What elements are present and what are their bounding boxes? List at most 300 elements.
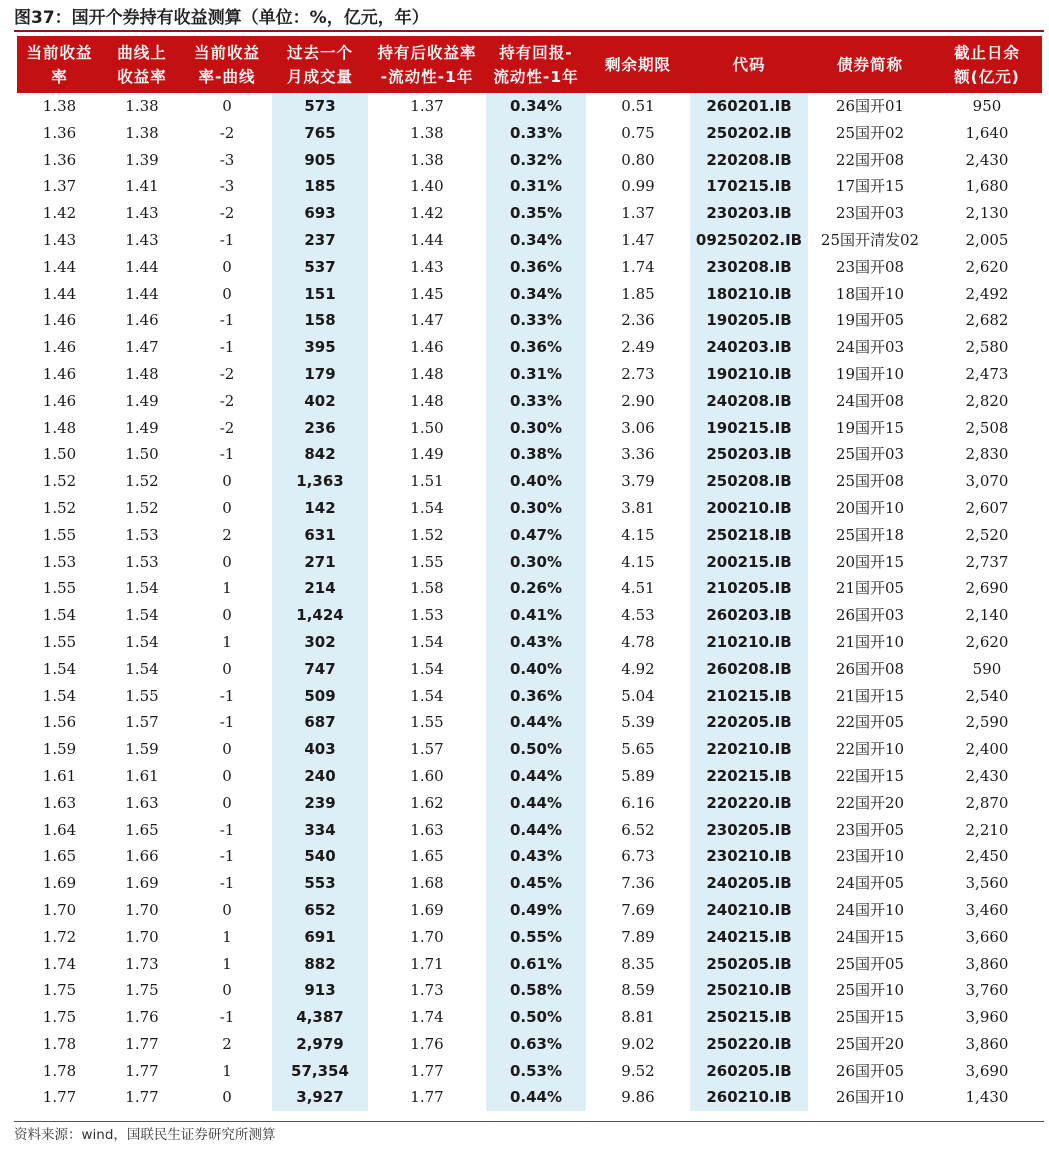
cell-monthly-volume: 57,354	[272, 1058, 368, 1085]
cell-outstanding-balance: 2,737	[965, 552, 1009, 571]
cell-remaining-term: 3.06	[621, 418, 655, 437]
table-row	[17, 656, 1042, 683]
cell-yield-minus-curve: -3	[219, 150, 235, 169]
header-line: 持有后收益率	[377, 43, 477, 62]
cell-bond-name: 25国开10	[835, 981, 905, 1000]
cell-monthly-volume: 765	[272, 120, 368, 147]
cell-remaining-term: 8.35	[621, 954, 655, 973]
cell-bond-code: 220205.IB	[690, 709, 808, 736]
cell-curve-yield: 1.76	[125, 1008, 159, 1027]
cell-yield-after-holding: 1.46	[410, 338, 444, 357]
cell-monthly-volume: 693	[272, 200, 368, 227]
cell-bond-code: 250220.IB	[690, 1031, 808, 1058]
cell-monthly-volume: 179	[272, 361, 368, 388]
table-row	[17, 415, 1042, 442]
cell-bond-name: 21国开05	[835, 579, 905, 598]
cell-holding-return: 0.31%	[486, 173, 586, 200]
cell-outstanding-balance: 2,430	[965, 766, 1009, 785]
cell-remaining-term: 5.04	[621, 686, 655, 705]
cell-yield-minus-curve: -1	[219, 874, 235, 893]
cell-outstanding-balance: 2,473	[965, 364, 1009, 383]
cell-curve-yield: 1.57	[125, 713, 159, 732]
cell-bond-name: 25国开02	[835, 123, 905, 142]
cell-holding-return: 0.33%	[486, 120, 586, 147]
cell-outstanding-balance: 1,680	[965, 177, 1009, 196]
cell-bond-name: 25国开08	[835, 472, 905, 491]
cell-yield-after-holding: 1.45	[410, 284, 444, 303]
cell-curve-yield: 1.70	[125, 927, 159, 946]
header-line: -流动性-1年	[380, 67, 474, 86]
cell-monthly-volume: 687	[272, 709, 368, 736]
cell-curve-yield: 1.59	[125, 740, 159, 759]
cell-monthly-volume: 913	[272, 977, 368, 1004]
cell-yield-minus-curve: 0	[222, 659, 232, 678]
cell-curve-yield: 1.70	[125, 900, 159, 919]
cell-yield-after-holding: 1.40	[410, 177, 444, 196]
cell-remaining-term: 2.90	[621, 391, 655, 410]
cell-curve-yield: 1.77	[125, 1088, 159, 1107]
header-line: 债券简称	[836, 55, 903, 74]
cell-monthly-volume: 573	[272, 93, 368, 120]
cell-current-yield: 1.52	[42, 472, 77, 491]
cell-bond-code: 240205.IB	[690, 870, 808, 897]
cell-holding-return: 0.44%	[486, 790, 586, 817]
cell-bond-name: 25国开20	[835, 1034, 905, 1053]
table-row	[17, 281, 1042, 308]
cell-holding-return: 0.33%	[486, 388, 586, 415]
cell-yield-minus-curve: 1	[222, 579, 232, 598]
cell-curve-yield: 1.43	[125, 204, 159, 223]
cell-outstanding-balance: 2,508	[965, 418, 1009, 437]
header-bond-code	[690, 36, 808, 93]
cell-remaining-term: 1.47	[621, 230, 655, 249]
cell-holding-return: 0.41%	[486, 602, 586, 629]
cell-outstanding-balance: 1,640	[965, 123, 1009, 142]
cell-yield-after-holding: 1.54	[410, 686, 444, 705]
cell-yield-after-holding: 1.63	[410, 820, 444, 839]
cell-yield-after-holding: 1.54	[410, 632, 444, 651]
cell-remaining-term: 7.69	[621, 900, 655, 919]
cell-current-yield: 1.54	[42, 659, 77, 678]
cell-curve-yield: 1.55	[125, 686, 159, 705]
cell-bond-code: 250203.IB	[690, 441, 808, 468]
cell-holding-return: 0.50%	[486, 736, 586, 763]
cell-bond-name: 21国开10	[835, 632, 905, 651]
cell-current-yield: 1.65	[42, 847, 77, 866]
title-divider	[14, 30, 1044, 32]
cell-curve-yield: 1.44	[125, 257, 159, 276]
cell-yield-after-holding: 1.43	[410, 257, 444, 276]
cell-holding-return: 0.34%	[486, 93, 586, 120]
table-row	[17, 388, 1042, 415]
cell-outstanding-balance: 2,620	[965, 632, 1009, 651]
header-line: 剩余期限	[604, 55, 671, 74]
cell-holding-return: 0.35%	[486, 200, 586, 227]
cell-yield-after-holding: 1.77	[410, 1088, 444, 1107]
cell-holding-return: 0.36%	[486, 683, 586, 710]
cell-remaining-term: 0.80	[621, 150, 655, 169]
cell-holding-return: 0.40%	[486, 468, 586, 495]
cell-curve-yield: 1.52	[125, 498, 159, 517]
cell-current-yield: 1.64	[42, 820, 77, 839]
cell-remaining-term: 5.39	[621, 713, 655, 732]
cell-bond-code: 190215.IB	[690, 415, 808, 442]
cell-curve-yield: 1.49	[125, 391, 159, 410]
cell-bond-name: 24国开08	[835, 391, 905, 410]
cell-curve-yield: 1.75	[125, 981, 159, 1000]
cell-curve-yield: 1.54	[125, 579, 159, 598]
cell-bond-code: 220215.IB	[690, 763, 808, 790]
cell-holding-return: 0.50%	[486, 1004, 586, 1031]
table-row	[17, 120, 1042, 147]
cell-holding-return: 0.49%	[486, 897, 586, 924]
table-row	[17, 843, 1042, 870]
cell-yield-minus-curve: -1	[219, 338, 235, 357]
cell-monthly-volume: 882	[272, 951, 368, 978]
cell-yield-after-holding: 1.70	[410, 927, 444, 946]
cell-yield-after-holding: 1.68	[410, 874, 444, 893]
table-row	[17, 924, 1042, 951]
cell-monthly-volume: 3,927	[272, 1084, 368, 1111]
cell-bond-code: 180210.IB	[690, 281, 808, 308]
table-row	[17, 495, 1042, 522]
cell-outstanding-balance: 2,620	[965, 257, 1009, 276]
cell-bond-code: 250202.IB	[690, 120, 808, 147]
table-row	[17, 93, 1042, 120]
cell-monthly-volume: 537	[272, 254, 368, 281]
header-line: 收益率	[117, 67, 167, 86]
cell-current-yield: 1.72	[42, 927, 77, 946]
cell-monthly-volume: 239	[272, 790, 368, 817]
cell-yield-minus-curve: 0	[222, 552, 232, 571]
table-row	[17, 227, 1042, 254]
cell-outstanding-balance: 2,430	[965, 150, 1009, 169]
cell-bond-name: 21国开15	[835, 686, 905, 705]
cell-remaining-term: 6.16	[621, 793, 655, 812]
cell-current-yield: 1.46	[42, 338, 77, 357]
table-row	[17, 870, 1042, 897]
cell-bond-name: 24国开15	[835, 927, 905, 946]
cell-curve-yield: 1.65	[125, 820, 159, 839]
table-row	[17, 173, 1042, 200]
cell-remaining-term: 1.74	[621, 257, 655, 276]
header-line: 持有回报-	[499, 43, 573, 62]
cell-bond-name: 20国开10	[835, 498, 905, 517]
cell-yield-minus-curve: 0	[222, 793, 232, 812]
cell-remaining-term: 2.49	[621, 338, 655, 357]
cell-current-yield: 1.54	[42, 606, 77, 625]
cell-yield-minus-curve: 0	[222, 606, 232, 625]
cell-curve-yield: 1.77	[125, 1061, 159, 1080]
cell-holding-return: 0.38%	[486, 441, 586, 468]
cell-outstanding-balance: 2,820	[965, 391, 1009, 410]
cell-bond-code: 250210.IB	[690, 977, 808, 1004]
cell-bond-name: 25国开03	[835, 445, 905, 464]
table-row	[17, 1058, 1042, 1085]
cell-yield-minus-curve: 1	[222, 632, 232, 651]
cell-remaining-term: 3.81	[621, 498, 655, 517]
cell-current-yield: 1.36	[42, 123, 77, 142]
cell-yield-after-holding: 1.51	[410, 472, 444, 491]
cell-current-yield: 1.46	[42, 364, 77, 383]
cell-yield-minus-curve: -1	[219, 686, 235, 705]
cell-monthly-volume: 302	[272, 629, 368, 656]
cell-yield-minus-curve: -1	[219, 445, 235, 464]
cell-bond-code: 240203.IB	[690, 334, 808, 361]
cell-bond-code: 250205.IB	[690, 951, 808, 978]
cell-yield-after-holding: 1.48	[410, 391, 444, 410]
cell-current-yield: 1.78	[42, 1034, 77, 1053]
cell-curve-yield: 1.48	[125, 364, 159, 383]
cell-bond-name: 22国开15	[835, 766, 905, 785]
table-row	[17, 629, 1042, 656]
cell-yield-after-holding: 1.42	[410, 204, 444, 223]
cell-yield-minus-curve: 0	[222, 284, 232, 303]
cell-current-yield: 1.56	[42, 713, 77, 732]
cell-curve-yield: 1.53	[125, 552, 159, 571]
cell-remaining-term: 8.59	[621, 981, 655, 1000]
cell-outstanding-balance: 2,682	[965, 311, 1009, 330]
cell-bond-code: 230203.IB	[690, 200, 808, 227]
cell-yield-minus-curve: 0	[222, 740, 232, 759]
header-line: 代码	[732, 55, 766, 74]
cell-curve-yield: 1.47	[125, 338, 159, 357]
cell-current-yield: 1.36	[42, 150, 77, 169]
cell-bond-code: 190205.IB	[690, 307, 808, 334]
cell-current-yield: 1.75	[42, 1008, 77, 1027]
cell-holding-return: 0.44%	[486, 1084, 586, 1111]
header-curve-yield	[102, 36, 182, 93]
cell-yield-minus-curve: -1	[219, 311, 235, 330]
cell-curve-yield: 1.43	[125, 230, 159, 249]
cell-yield-minus-curve: 0	[222, 97, 232, 115]
table-row	[17, 817, 1042, 844]
cell-outstanding-balance: 590	[972, 659, 1002, 678]
cell-monthly-volume: 2,979	[272, 1031, 368, 1058]
table-row	[17, 897, 1042, 924]
header-line: 曲线上	[117, 43, 167, 62]
cell-bond-name: 25国开05	[835, 954, 905, 973]
cell-monthly-volume: 905	[272, 147, 368, 174]
cell-bond-code: 210210.IB	[690, 629, 808, 656]
cell-bond-name: 26国开05	[835, 1061, 905, 1080]
table-row	[17, 334, 1042, 361]
cell-outstanding-balance: 3,860	[965, 1034, 1009, 1053]
table-row	[17, 200, 1042, 227]
cell-bond-code: 240215.IB	[690, 924, 808, 951]
cell-monthly-volume: 237	[272, 227, 368, 254]
header-line: 流动性-1年	[493, 67, 579, 86]
cell-curve-yield: 1.63	[125, 793, 159, 812]
cell-yield-after-holding: 1.52	[410, 525, 444, 544]
cell-remaining-term: 4.51	[621, 579, 655, 598]
cell-yield-minus-curve: -2	[219, 204, 235, 223]
table-row	[17, 683, 1042, 710]
cell-monthly-volume: 142	[272, 495, 368, 522]
cell-curve-yield: 1.53	[125, 525, 159, 544]
cell-remaining-term: 2.73	[621, 364, 655, 383]
cell-remaining-term: 9.02	[621, 1034, 655, 1053]
cell-bond-name: 26国开01	[835, 97, 905, 115]
cell-yield-after-holding: 1.74	[410, 1008, 444, 1027]
cell-bond-code: 260205.IB	[690, 1058, 808, 1085]
cell-monthly-volume: 151	[272, 281, 368, 308]
cell-monthly-volume: 691	[272, 924, 368, 951]
header-yield-after-holding	[368, 36, 486, 93]
cell-bond-code: 260210.IB	[690, 1084, 808, 1111]
cell-bond-name: 23国开08	[835, 257, 905, 276]
table-row	[17, 549, 1042, 576]
cell-bond-code: 230208.IB	[690, 254, 808, 281]
cell-curve-yield: 1.73	[125, 954, 159, 973]
cell-monthly-volume: 185	[272, 173, 368, 200]
cell-yield-minus-curve: 1	[222, 927, 232, 946]
table-row	[17, 1084, 1042, 1111]
cell-remaining-term: 5.89	[621, 766, 655, 785]
table-row	[17, 575, 1042, 602]
cell-remaining-term: 0.75	[621, 123, 655, 142]
cell-yield-after-holding: 1.69	[410, 900, 444, 919]
cell-current-yield: 1.74	[42, 954, 77, 973]
cell-yield-after-holding: 1.49	[410, 445, 444, 464]
cell-bond-code: 190210.IB	[690, 361, 808, 388]
cell-yield-minus-curve: -2	[219, 364, 235, 383]
cell-bond-code: 220220.IB	[690, 790, 808, 817]
cell-monthly-volume: 631	[272, 522, 368, 549]
header-outstanding-balance	[932, 36, 1042, 93]
cell-bond-code: 230210.IB	[690, 843, 808, 870]
header-line: 率-曲线	[198, 67, 256, 86]
header-line: 截止日余	[953, 43, 1020, 62]
cell-curve-yield: 1.54	[125, 659, 159, 678]
cell-holding-return: 0.63%	[486, 1031, 586, 1058]
cell-holding-return: 0.44%	[486, 709, 586, 736]
cell-current-yield: 1.52	[42, 498, 77, 517]
cell-monthly-volume: 509	[272, 683, 368, 710]
cell-current-yield: 1.77	[42, 1088, 77, 1107]
cell-current-yield: 1.43	[42, 230, 77, 249]
cell-bond-name: 25国开清发02	[820, 230, 920, 249]
cell-yield-after-holding: 1.77	[410, 1061, 444, 1080]
cell-yield-minus-curve: 0	[222, 257, 232, 276]
cell-bond-code: 200215.IB	[690, 549, 808, 576]
cell-bond-code: 240208.IB	[690, 388, 808, 415]
cell-yield-after-holding: 1.44	[410, 230, 444, 249]
header-remaining-term	[586, 36, 690, 93]
cell-bond-code: 210215.IB	[690, 683, 808, 710]
cell-yield-after-holding: 1.37	[410, 97, 444, 115]
cell-yield-minus-curve: -3	[219, 177, 235, 196]
cell-remaining-term: 4.15	[621, 525, 655, 544]
cell-yield-minus-curve: 1	[222, 954, 232, 973]
cell-bond-name: 23国开05	[835, 820, 905, 839]
cell-remaining-term: 7.36	[621, 874, 655, 893]
cell-bond-code: 200210.IB	[690, 495, 808, 522]
cell-holding-return: 0.43%	[486, 843, 586, 870]
cell-remaining-term: 9.86	[621, 1088, 655, 1107]
cell-bond-name: 26国开10	[835, 1088, 905, 1107]
table-row	[17, 522, 1042, 549]
cell-outstanding-balance: 3,760	[965, 981, 1009, 1000]
cell-remaining-term: 9.52	[621, 1061, 655, 1080]
cell-current-yield: 1.63	[42, 793, 77, 812]
cell-remaining-term: 1.85	[621, 284, 655, 303]
cell-current-yield: 1.61	[42, 766, 77, 785]
cell-yield-after-holding: 1.76	[410, 1034, 444, 1053]
cell-remaining-term: 2.36	[621, 311, 655, 330]
cell-remaining-term: 6.52	[621, 820, 655, 839]
cell-yield-after-holding: 1.47	[410, 311, 444, 330]
cell-curve-yield: 1.50	[125, 445, 159, 464]
cell-holding-return: 0.61%	[486, 951, 586, 978]
bond-holding-return-table	[17, 36, 1042, 1111]
cell-curve-yield: 1.54	[125, 606, 159, 625]
figure-title: 图37：国开个券持有收益测算（单位：%，亿元，年）	[14, 8, 429, 28]
table-row	[17, 147, 1042, 174]
table-body	[17, 93, 1042, 1111]
cell-yield-after-holding: 1.65	[410, 847, 444, 866]
cell-holding-return: 0.53%	[486, 1058, 586, 1085]
cell-holding-return: 0.26%	[486, 575, 586, 602]
cell-yield-minus-curve: 1	[222, 1061, 232, 1080]
header-yield-minus-curve	[182, 36, 272, 93]
header-line: 当前收益	[193, 43, 260, 62]
cell-curve-yield: 1.41	[125, 177, 159, 196]
cell-current-yield: 1.38	[42, 97, 77, 115]
cell-monthly-volume: 652	[272, 897, 368, 924]
cell-bond-name: 23国开10	[835, 847, 905, 866]
cell-outstanding-balance: 2,400	[965, 740, 1009, 759]
cell-outstanding-balance: 2,005	[965, 230, 1009, 249]
cell-yield-minus-curve: 0	[222, 981, 232, 1000]
cell-bond-name: 19国开15	[835, 418, 905, 437]
cell-bond-name: 22国开20	[835, 793, 905, 812]
cell-yield-minus-curve: 0	[222, 1088, 232, 1107]
cell-outstanding-balance: 3,860	[965, 954, 1009, 973]
table-row	[17, 441, 1042, 468]
cell-remaining-term: 5.65	[621, 740, 655, 759]
cell-yield-minus-curve: -1	[219, 847, 235, 866]
cell-bond-name: 19国开10	[835, 364, 905, 383]
cell-remaining-term: 1.37	[621, 204, 655, 223]
cell-remaining-term: 4.53	[621, 606, 655, 625]
cell-outstanding-balance: 1,430	[965, 1088, 1009, 1107]
cell-outstanding-balance: 2,450	[965, 847, 1009, 866]
cell-holding-return: 0.55%	[486, 924, 586, 951]
cell-holding-return: 0.40%	[486, 656, 586, 683]
cell-bond-name: 18国开10	[835, 284, 905, 303]
cell-current-yield: 1.78	[42, 1061, 77, 1080]
cell-monthly-volume: 240	[272, 763, 368, 790]
cell-yield-after-holding: 1.73	[410, 981, 444, 1000]
cell-monthly-volume: 334	[272, 817, 368, 844]
cell-holding-return: 0.36%	[486, 334, 586, 361]
cell-curve-yield: 1.38	[125, 97, 159, 115]
table-row	[17, 951, 1042, 978]
cell-current-yield: 1.69	[42, 874, 77, 893]
cell-yield-after-holding: 1.54	[410, 498, 444, 517]
cell-outstanding-balance: 2,690	[965, 579, 1009, 598]
cell-outstanding-balance: 3,660	[965, 927, 1009, 946]
cell-yield-after-holding: 1.50	[410, 418, 444, 437]
cell-holding-return: 0.34%	[486, 227, 586, 254]
cell-holding-return: 0.58%	[486, 977, 586, 1004]
cell-current-yield: 1.53	[42, 552, 77, 571]
cell-outstanding-balance: 2,830	[965, 445, 1009, 464]
table-row	[17, 736, 1042, 763]
cell-outstanding-balance: 3,070	[965, 472, 1009, 491]
cell-bond-code: 09250202.IB	[690, 227, 808, 254]
